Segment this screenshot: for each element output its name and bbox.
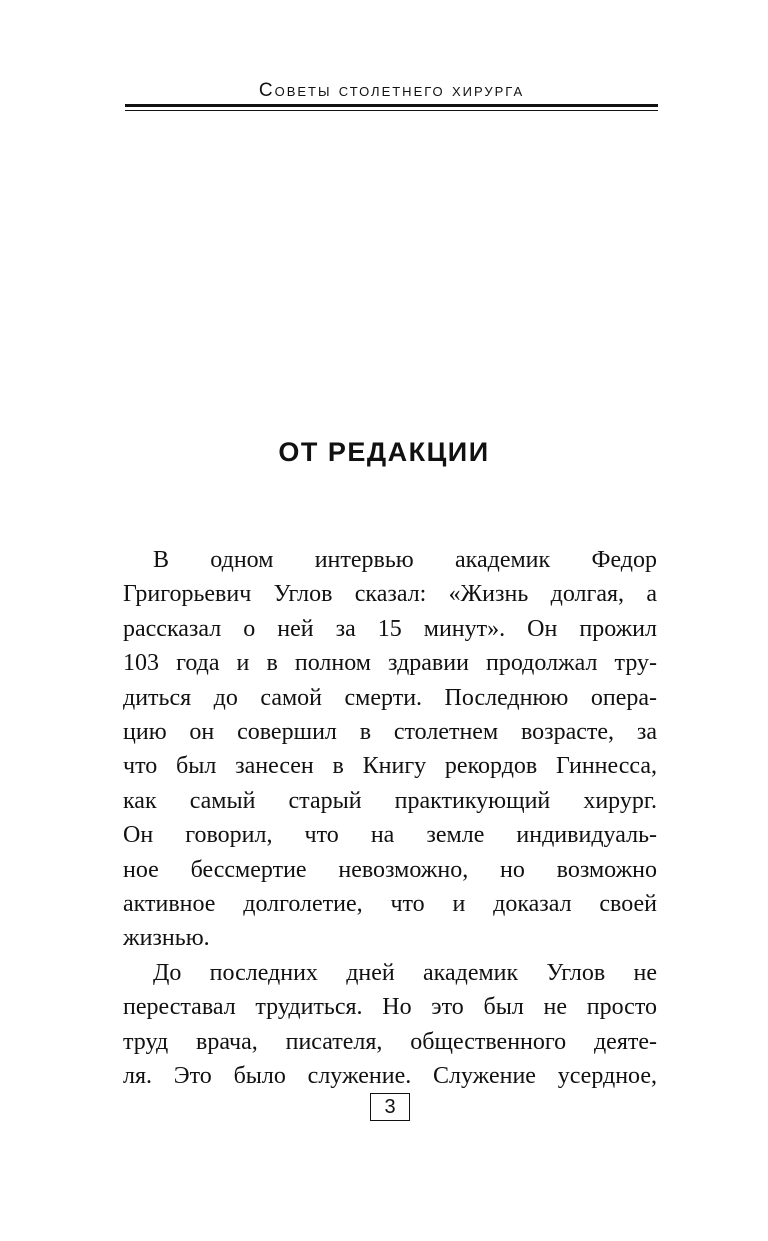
- text-line: ное бессмертие невозможно, но возможно: [123, 856, 657, 883]
- paragraph-1: [123, 543, 657, 956]
- paragraph-2: [123, 956, 657, 1094]
- text-line: ля. Это было служение. Служение усердное,: [123, 1063, 657, 1090]
- text-line: как самый старый практикующий хирург.: [123, 787, 657, 814]
- text-line: жизнью.: [123, 925, 210, 952]
- text-line: переставал трудиться. Но это был не просто: [123, 994, 657, 1021]
- header-rule-thin: [125, 110, 658, 111]
- page-number: 3: [370, 1093, 410, 1121]
- running-head: Советы столетнего хирурга: [258, 80, 525, 101]
- chapter-title: ОТ РЕДАКЦИИ: [278, 437, 490, 467]
- text-line: Григорьевич Углов сказал: «Жизнь долгая, а: [123, 581, 657, 608]
- text-line: рассказал о ней за 15 минут». Он прожил: [123, 615, 657, 642]
- text-line: 103 года и в полном здравии продолжал тру-: [123, 650, 657, 677]
- text-line: До последних дней академик Углов не: [153, 959, 657, 986]
- text-line: активное долголетие, что и доказал своей: [123, 891, 657, 918]
- text-line: цию он совершил в столетнем возрасте, за: [123, 719, 657, 746]
- text-line: труд врача, писателя, общественного деяте-: [123, 1028, 657, 1055]
- text-line: В одном интервью академик Федор: [153, 547, 657, 573]
- text-line: диться до самой смерти. Последнюю опера-: [123, 684, 657, 711]
- text-line: Он говорил, что на земле индивидуаль-: [123, 822, 657, 849]
- text-line: что был занесен в Книгу рекордов Гиннесса,: [123, 753, 657, 780]
- header-rule-thick: [125, 104, 658, 107]
- body-text: [123, 543, 657, 1094]
